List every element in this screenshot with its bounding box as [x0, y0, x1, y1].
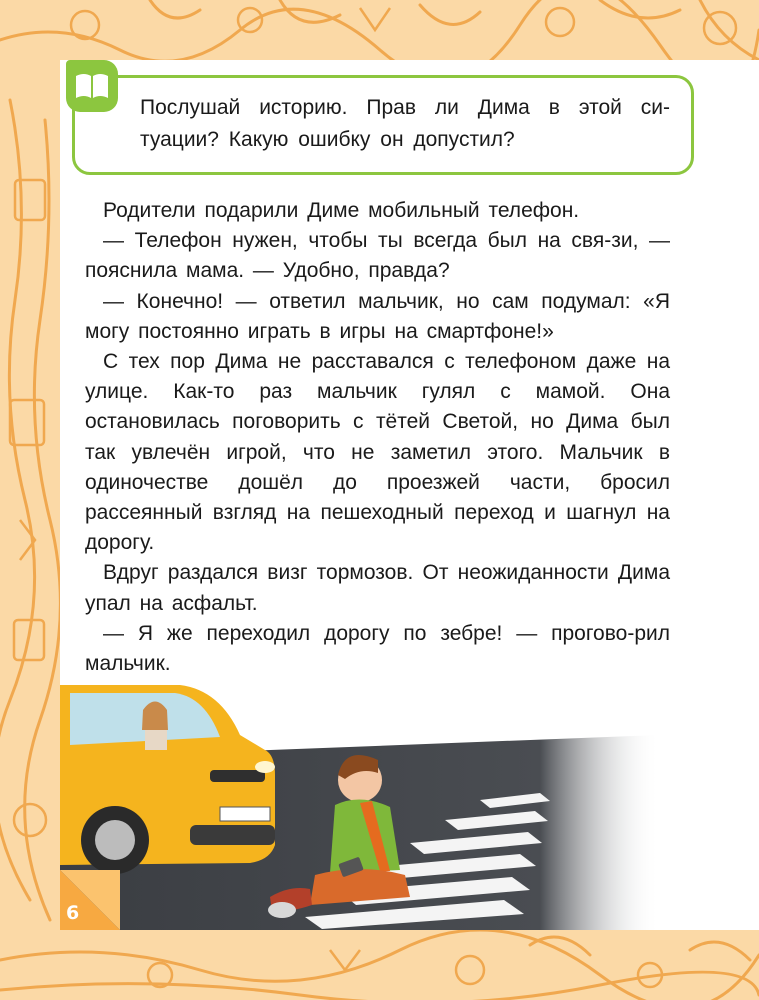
story-paragraph: — Я же переходил дорогу по зебре! — прогово-рил мальчик. — [85, 621, 670, 676]
story-paragraph: С тех пор Дима не расставался с телефоном даже на улице. Как-то раз мальчик гулял с мамой. Она остановилась поговорить с тётей Светой, но Дима был так увлечён игрой, что не заметил этого. Мальчик в одиночестве дошёл до проезжей части, бросил рассеянный взгляд на пешеходный переход и шагнул на дорогу. — [85, 350, 670, 555]
illustration-car-and-boy — [60, 675, 660, 930]
story-paragraph: Родители подарили Диме мобильный телефон. — [103, 199, 580, 222]
story-text — [85, 196, 670, 679]
story-paragraph: — Телефон нужен, чтобы ты всегда был на свя-зи, — пояснила мама. — Удобно, правда? — [85, 229, 670, 283]
yellow-car — [60, 685, 275, 874]
page-number: 6 — [66, 902, 80, 924]
book-icon — [66, 60, 118, 112]
task-text: Послушай историю. Прав ли Дима в этой си-туации? Какую ошибку он допустил? — [140, 96, 670, 151]
story-paragraph: — Конечно! — ответил мальчик, но сам подумал: «Я могу постоянно играть в игры на смартфоне!» — [85, 289, 670, 343]
story-paragraph: Вдруг раздался визг тормозов. От неожиданности Дима упал на асфальт. — [85, 561, 670, 615]
